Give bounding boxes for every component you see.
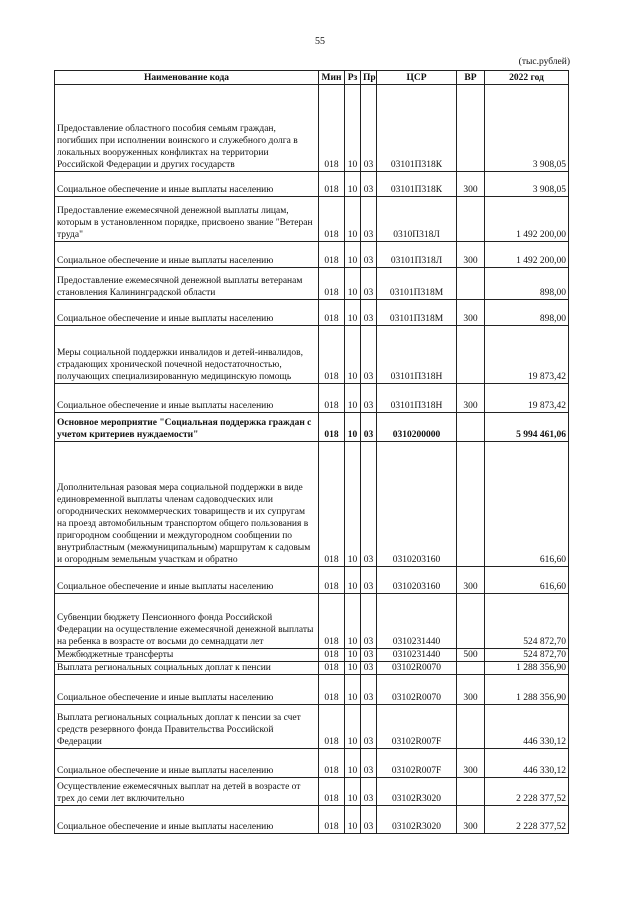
table-row-main-event [55,413,569,442]
row-vr [457,85,485,172]
row-pr: 03 [361,442,377,567]
row-name: Меры социальной поддержки инвалидов и детей-инвалидов, страдающих хронической почечной недостаточностью, получающих специализированную медицинскую помощь [55,326,319,384]
row-csr: 0310231440 [377,594,457,649]
row-vr: 300 [457,806,485,834]
row-rz: 10 [345,384,361,413]
row-pr: 03 [361,594,377,649]
row-rz: 10 [345,300,361,326]
row-pr: 03 [361,413,377,442]
row-name: Социальное обеспечение и иные выплаты населению [55,172,319,197]
row-min: 018 [319,705,345,749]
row-csr: 03101П318М [377,300,457,326]
row-name: Предоставление ежемесячной денежной выплаты лицам, которым в установленном порядке, присвоено звание "Ветеран труда" [55,197,319,242]
row-amount: 1 288 356,90 [485,675,569,705]
row-csr: 03101П318К [377,172,457,197]
header-name: Наименование кода [55,71,319,85]
row-csr: 0310П318Л [377,197,457,242]
table-header-row [55,71,569,85]
header-vr: ВР [457,71,485,85]
header-pr: Пр [361,71,377,85]
row-vr [457,662,485,675]
row-name: Социальное обеспечение и иные выплаты населению [55,300,319,326]
row-rz: 10 [345,172,361,197]
row-name: Социальное обеспечение и иные выплаты населению [55,749,319,778]
table-row [55,806,569,834]
row-amount: 1 492 200,00 [485,242,569,268]
table-row [55,197,569,242]
row-rz: 10 [345,326,361,384]
row-csr: 03102R3020 [377,806,457,834]
header-rz: Рз [345,71,361,85]
row-pr: 03 [361,384,377,413]
row-rz: 10 [345,242,361,268]
table-row [55,594,569,649]
row-vr: 300 [457,172,485,197]
row-vr: 500 [457,649,485,662]
row-amount: 19 873,42 [485,384,569,413]
row-rz: 10 [345,705,361,749]
row-rz: 10 [345,413,361,442]
row-pr: 03 [361,85,377,172]
row-csr: 0310203160 [377,442,457,567]
row-name: Предоставление областного пособия семьям граждан, погибших при исполнении воинского и служебного долга в локальных вооруженных конфликтах на территории Российской Федерации и других государств [55,85,319,172]
row-pr: 03 [361,675,377,705]
row-min: 018 [319,649,345,662]
table-row [55,268,569,300]
row-pr: 03 [361,567,377,594]
row-name: Основное мероприятие "Социальная поддержка граждан с учетом критериев нуждаемости" [55,413,319,442]
row-rz: 10 [345,594,361,649]
row-min: 018 [319,749,345,778]
row-min: 018 [319,172,345,197]
row-vr [457,413,485,442]
row-rz: 10 [345,675,361,705]
row-name: Социальное обеспечение и иные выплаты населению [55,675,319,705]
row-name: Социальное обеспечение и иные выплаты населению [55,384,319,413]
row-amount: 898,00 [485,268,569,300]
row-amount: 616,60 [485,567,569,594]
row-min: 018 [319,806,345,834]
row-amount: 524 872,70 [485,594,569,649]
header-csr: ЦСР [377,71,457,85]
row-name: Социальное обеспечение и иные выплаты населению [55,806,319,834]
row-pr: 03 [361,662,377,675]
row-pr: 03 [361,300,377,326]
row-pr: 03 [361,242,377,268]
row-pr: 03 [361,197,377,242]
row-vr: 300 [457,567,485,594]
row-csr: 03101П318Л [377,242,457,268]
table-row [55,662,569,675]
row-csr: 03102R3020 [377,778,457,806]
row-pr: 03 [361,749,377,778]
row-name: Предоставление ежемесячной денежной выплаты ветеранам становления Калининградской области [55,268,319,300]
row-name: Осуществление ежемесячных выплат на детей в возрасте от трех до семи лет включительно [55,778,319,806]
table-row [55,778,569,806]
row-rz: 10 [345,567,361,594]
row-rz: 10 [345,778,361,806]
row-csr: 03101П318Н [377,326,457,384]
row-vr: 300 [457,384,485,413]
row-vr: 300 [457,300,485,326]
row-min: 018 [319,442,345,567]
row-rz: 10 [345,268,361,300]
row-csr: 03101П318К [377,85,457,172]
row-pr: 03 [361,268,377,300]
row-amount: 3 908,05 [485,85,569,172]
row-rz: 10 [345,662,361,675]
row-amount: 446 330,12 [485,705,569,749]
row-name: Выплата региональных социальных доплат к пенсии [55,662,319,675]
table-row [55,242,569,268]
row-rz: 10 [345,197,361,242]
row-vr [457,326,485,384]
table-row [55,172,569,197]
row-vr [457,594,485,649]
table-row [55,705,569,749]
row-rz: 10 [345,649,361,662]
row-pr: 03 [361,172,377,197]
budget-table [54,70,569,834]
row-rz: 10 [345,806,361,834]
page-number: 55 [315,36,325,47]
row-amount: 898,00 [485,300,569,326]
row-min: 018 [319,594,345,649]
row-min: 018 [319,300,345,326]
row-rz: 10 [345,749,361,778]
row-pr: 03 [361,649,377,662]
table-row [55,384,569,413]
row-amount: 2 228 377,52 [485,778,569,806]
row-amount: 5 994 461,06 [485,413,569,442]
row-rz: 10 [345,85,361,172]
table-row [55,85,569,172]
row-csr: 03102R0070 [377,675,457,705]
row-csr: 03101П318Н [377,384,457,413]
row-amount: 616,60 [485,442,569,567]
row-amount: 2 228 377,52 [485,806,569,834]
header-year: 2022 год [485,71,569,85]
row-vr: 300 [457,675,485,705]
table-row [55,749,569,778]
row-csr: 0310231440 [377,649,457,662]
row-amount: 1 492 200,00 [485,197,569,242]
row-amount: 446 330,12 [485,749,569,778]
row-min: 018 [319,197,345,242]
row-min: 018 [319,662,345,675]
row-pr: 03 [361,778,377,806]
table-row [55,442,569,567]
row-name: Социальное обеспечение и иные выплаты населению [55,242,319,268]
row-amount: 19 873,42 [485,326,569,384]
row-name: Социальное обеспечение и иные выплаты населению [55,567,319,594]
row-name: Межбюджетные трансферты [55,649,319,662]
table-row [55,300,569,326]
row-pr: 03 [361,806,377,834]
row-vr [457,705,485,749]
row-vr: 300 [457,242,485,268]
row-rz: 10 [345,442,361,567]
row-amount: 1 288 356,90 [485,662,569,675]
row-vr [457,442,485,567]
table-row [55,567,569,594]
row-csr: 03102R007F [377,705,457,749]
row-min: 018 [319,567,345,594]
row-name: Субвенции бюджету Пенсионного фонда Российской Федерации на осуществление ежемесячной денежной выплаты на ребенка в возрасте от восьми до семнадцати лет [55,594,319,649]
row-amount: 3 908,05 [485,172,569,197]
row-name: Дополнительная разовая мера социальной поддержки в виде единовременной выплаты членам садоводческих или огороднических некоммерческих товариществ и их супругам на проезд автомобильным транспортом общего пользования в пригородном сообщении и междугородном сообщении по внутрибластным (межмуниципальным) маршрутам к садовым и огородным земельным участкам и обратно [55,442,319,567]
row-min: 018 [319,268,345,300]
row-vr [457,778,485,806]
table-row [55,675,569,705]
row-min: 018 [319,242,345,268]
row-min: 018 [319,778,345,806]
row-csr: 0310200000 [377,413,457,442]
row-vr [457,268,485,300]
row-csr: 0310203160 [377,567,457,594]
row-csr: 03102R0070 [377,662,457,675]
row-pr: 03 [361,326,377,384]
unit-label: (тыс.рублей) [518,57,570,67]
row-min: 018 [319,413,345,442]
row-min: 018 [319,675,345,705]
row-min: 018 [319,384,345,413]
row-pr: 03 [361,705,377,749]
row-name: Выплата региональных социальных доплат к пенсии за счет средств резервного фонда Правительства Российской Федерации [55,705,319,749]
table-row [55,649,569,662]
table-row [55,326,569,384]
header-min: Мин [319,71,345,85]
row-min: 018 [319,85,345,172]
row-amount: 524 872,70 [485,649,569,662]
row-vr: 300 [457,749,485,778]
row-csr: 03102R007F [377,749,457,778]
row-vr [457,197,485,242]
row-min: 018 [319,326,345,384]
row-csr: 03101П318М [377,268,457,300]
